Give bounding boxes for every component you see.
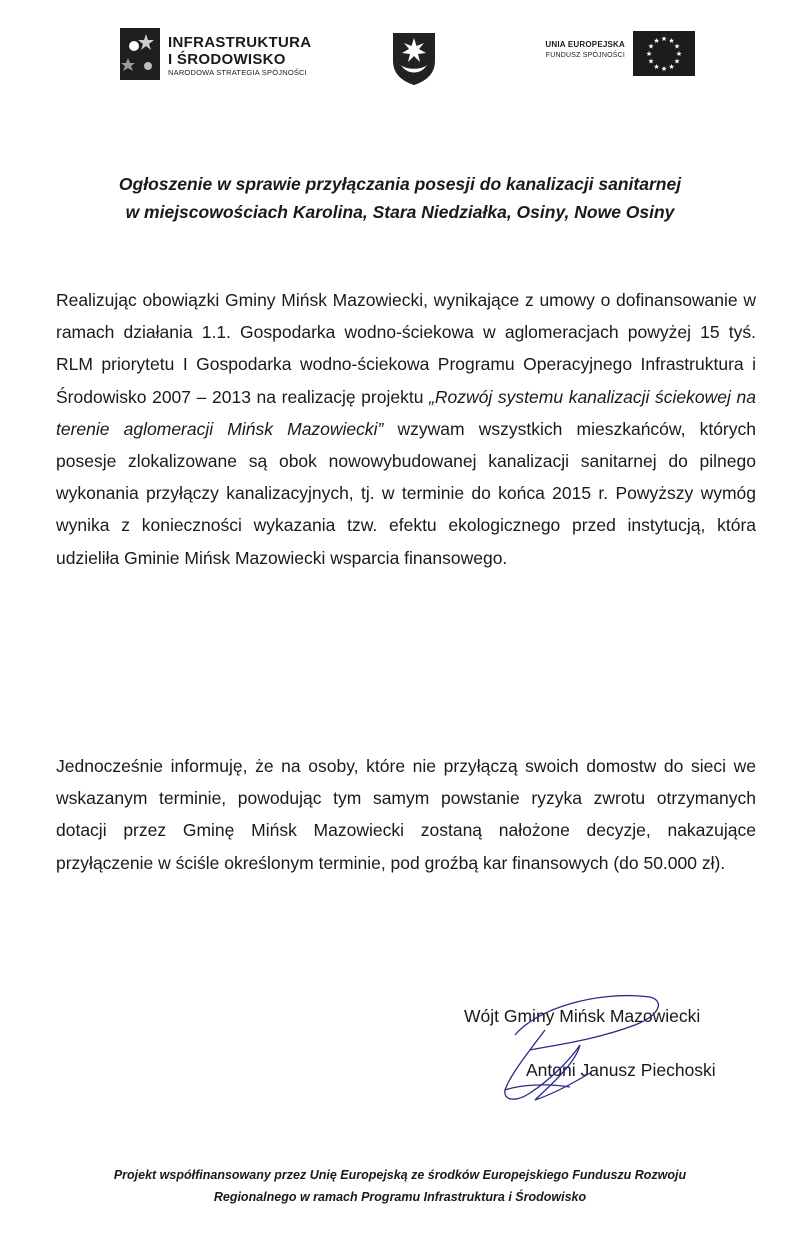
signatory-title: Wójt Gminy Mińsk Mazowiecki [464, 1006, 701, 1026]
eu-star-icon: ★ [660, 66, 668, 73]
p1-text-start: Realizując obowiązki Gminy Mińsk Mazowiecki, wynikające z umowy o dofinansowanie w ramach działania 1.1. Gospodarka wodno-ściekowa w aglomeracjach powyżej 15 tyś. RLM priorytetu I Gospodarka wodno-ściekowa Programu Operacyjnego Infrastruktura i Środowisko 2007 – 2013 na realizację projektu [56, 290, 756, 407]
signatory-name: Antoni Janusz Piechoski [526, 1060, 716, 1080]
eu-star-icon: ★ [668, 38, 675, 45]
eu-star-icon: ★ [675, 51, 683, 58]
logo-mark-icon [120, 28, 160, 80]
logo-is-subtitle: NARODOWA STRATEGIA SPÓJNOŚCI [168, 68, 307, 77]
body-paragraph-1 [56, 284, 756, 574]
municipal-coat-of-arms-icon [391, 31, 437, 85]
eu-flag-icon [633, 31, 695, 76]
eu-star-icon: ★ [673, 58, 681, 66]
footer-line-2: Regionalnego w ramach Programu Infrastruktura i Środowisko [213, 1190, 587, 1204]
eu-star-icon: ★ [673, 43, 681, 51]
project-name: „Rozwój systemu kanalizacji ściekowej na terenie aglomeracji Mińsk Mazowiecki” [56, 386, 756, 439]
infrastruktura-srodowisko-logo [120, 26, 340, 86]
funding-footer [40, 1164, 760, 1208]
eu-cohesion-fund-logo [533, 31, 698, 81]
eu-star-icon: ★ [647, 58, 655, 66]
eu-logo-line1: UNIA EUROPEJSKA [545, 40, 625, 49]
handwritten-signature [475, 975, 670, 1110]
eu-logo-line2: FUNDUSZ SPÓJNOŚCI [545, 52, 625, 59]
footer-line-1: Projekt współfinansowany przez Unię Europejską ze środków Europejskiego Funduszu Rozwoju [113, 1168, 687, 1182]
eu-star-icon: ★ [645, 51, 653, 58]
eu-star-icon: ★ [668, 64, 675, 71]
eu-star-icon: ★ [660, 36, 668, 43]
title-line-1: Ogłoszenie w sprawie przyłączania posesji do kanalizacji sanitarnej [118, 174, 682, 194]
announcement-title [40, 170, 760, 226]
eu-star-icon: ★ [653, 64, 660, 71]
p1-text-end: wzywam wszystkich mieszkańców, których posesje zlokalizowane są obok nowowybudowanej kanalizacji sanitarnej do pilnego wykonania przyłączy kanalizacyjnych, tj. w terminie do końca 2015 r. Powyższy wymóg wynika z konieczności wykazania tzw. efektu ekologicznego przed instytucją, która udzieliła Gminie Mińsk Mazowiecki wsparcia finansowego. [56, 418, 756, 568]
title-line-2: w miejscowościach Karolina, Stara Niedziałka, Osiny, Nowe Osiny [125, 202, 675, 222]
eu-star-icon: ★ [647, 43, 655, 51]
eu-star-icon: ★ [653, 38, 660, 45]
body-paragraph-2: Jednocześnie informuję, że na osoby, które nie przyłączą swoich domostw do sieci we wskazanym terminie, powodując tym samym powstanie ryzyka zwrotu otrzymanych dotacji przez Gminę Mińsk Mazowiecki zostaną nałożone decyzje, nakazujące przyłączenie w ściśle określonym terminie, pod groźbą kar finansowych (do 50.000 zł). [56, 756, 756, 873]
logo-is-title: INFRASTRUKTURA I ŚRODOWISKO [168, 34, 312, 68]
